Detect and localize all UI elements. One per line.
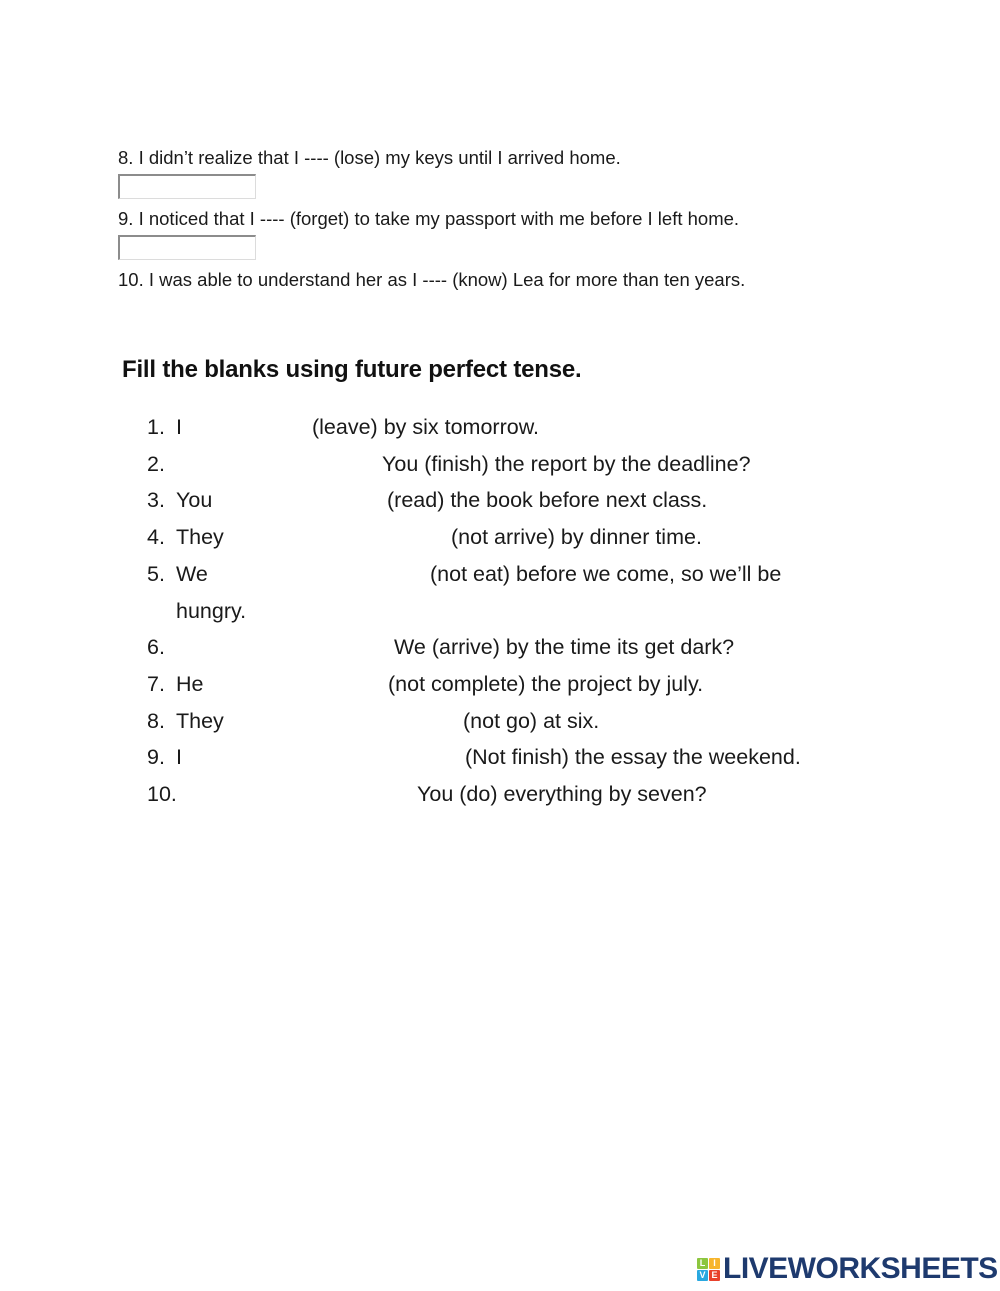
list-item-7 — [0, 669, 1000, 699]
item-text: (not complete) the project by july. — [388, 672, 704, 696]
item-subject: I — [176, 415, 182, 439]
logo-letter-l: L — [697, 1258, 708, 1269]
live-blocks-icon — [697, 1258, 720, 1281]
item-text-continuation: hungry. — [176, 599, 247, 623]
logo-wordmark: LIVEWORKSHEETS — [723, 1252, 998, 1285]
item-number: 3. — [147, 488, 165, 512]
list-item-1 — [0, 412, 1000, 442]
question-9: 9. I noticed that I ---- (forget) to take my passport with me before I left home. — [118, 208, 740, 229]
item-number: 10. — [147, 782, 177, 806]
item-text: (leave) by six tomorrow. — [312, 415, 540, 439]
item-number: 1. — [147, 415, 165, 439]
question-10: 10. I was able to understand her as I ---- (know) Lea for more than ten years. — [118, 269, 746, 290]
list-item-5 — [0, 559, 1000, 589]
item-text: You (do) everything by seven? — [417, 782, 707, 806]
item-number: 4. — [147, 525, 165, 549]
item-number: 9. — [147, 745, 165, 769]
item-number: 5. — [147, 562, 165, 586]
item-number: 2. — [147, 452, 165, 476]
item-number: 8. — [147, 709, 165, 733]
list-item-5-continuation — [0, 596, 1000, 626]
list-item-6 — [0, 632, 1000, 662]
answer-input-9[interactable] — [118, 235, 256, 260]
item-text: (read) the book before next class. — [387, 488, 708, 512]
list-item-8 — [0, 706, 1000, 736]
list-item-9 — [0, 742, 1000, 772]
item-subject: I — [176, 745, 182, 769]
item-subject: We — [176, 562, 208, 586]
section-title: Fill the blanks using future perfect tense. — [122, 356, 582, 383]
list-item-4 — [0, 522, 1000, 552]
item-text: (not eat) before we come, so we’ll be — [430, 562, 782, 586]
list-item-10 — [0, 779, 1000, 809]
list-item-3 — [0, 485, 1000, 515]
logo-letter-v: V — [697, 1270, 708, 1281]
item-text: We (arrive) by the time its get dark? — [394, 635, 735, 659]
logo-letter-i: I — [709, 1258, 720, 1269]
item-text: (Not finish) the essay the weekend. — [465, 745, 801, 769]
list-item-2 — [0, 449, 1000, 479]
item-subject: They — [176, 525, 224, 549]
question-8: 8. I didn’t realize that I ---- (lose) my keys until I arrived home. — [118, 147, 621, 168]
item-subject: He — [176, 672, 204, 696]
item-subject: You — [176, 488, 213, 512]
liveworksheets-logo — [697, 1254, 998, 1284]
item-text: You (finish) the report by the deadline? — [382, 452, 751, 476]
logo-letter-e: E — [709, 1270, 720, 1281]
answer-input-8[interactable] — [118, 174, 256, 199]
item-text: (not go) at six. — [463, 709, 600, 733]
item-number: 7. — [147, 672, 165, 696]
item-text: (not arrive) by dinner time. — [451, 525, 702, 549]
item-subject: They — [176, 709, 224, 733]
item-number: 6. — [147, 635, 165, 659]
